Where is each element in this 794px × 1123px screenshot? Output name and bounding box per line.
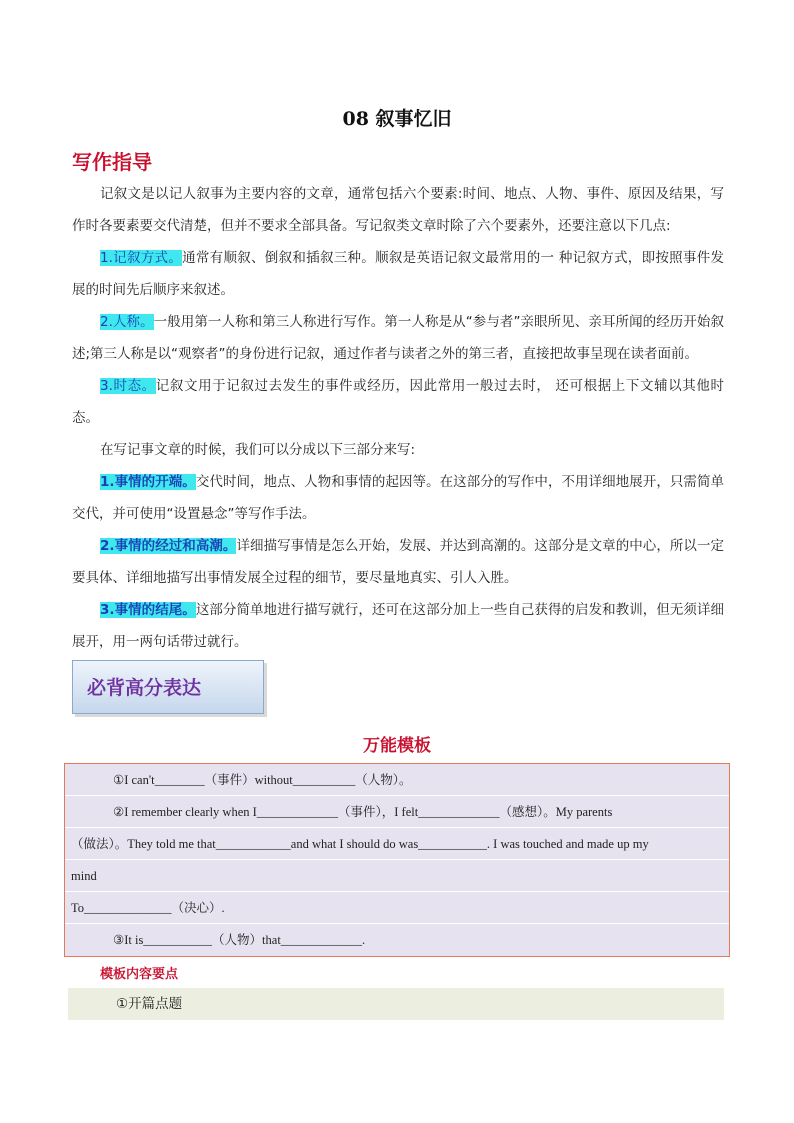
part-2-label: 2.事情的经过和高潮。 (100, 538, 237, 554)
template-line-3-text: （做法）。They told me that____________and what I should do was___________. I was touched and made up my (71, 837, 649, 851)
part-1-label: 1.事情的开端。 (100, 474, 196, 490)
template-line-2-text: ②I remember clearly when I_____________（事件），I felt_____________（感想）。My parents (113, 805, 613, 819)
point-3 (72, 370, 724, 434)
part-1-text: 交代时间，地点、人物和事情的起因等。在这部分的写作中，不用详细地展开，只需简单交代，并可使用“设置悬念”等写作手法。 (72, 474, 724, 522)
point-2-text: 一般用第一人称和第三人称进行写作。第一人称是从“参与者”亲眼所见、亲耳所闻的经历开始叙述;第三人称是以“观察者”的身份进行记叙，通过作者与读者之外的第三者，直接把故事呈现在读者面前。 (72, 314, 724, 362)
part-2-text: 详细描写事情是怎么开始，发展、并达到高潮的。这部分是文章的中心，所以一定要具体、详细地描写出事情发展全过程的细节，要尽量地真实、引人入胜。 (72, 538, 724, 586)
point-3-text: 记叙文用于记叙过去发生的事件或经历，因此常用一般过去时， 还可根据上下文辅以其他时态。 (72, 378, 724, 426)
banner-key-expressions (72, 660, 264, 714)
banner-label: 必背高分表达 (87, 677, 202, 699)
template-line-3 (65, 828, 729, 860)
part-3-label: 3.事情的结尾。 (100, 602, 196, 618)
template-line-1 (65, 764, 729, 796)
key-point-1: ①开篇点题 (116, 996, 183, 1012)
template-line-5 (65, 892, 729, 924)
parts-intro: 在写记事文章的时候，我们可以分成以下三部分来写: (100, 442, 416, 458)
part-3-text: 这部分简单地进行描写就行，还可在这部分加上一些自己获得的启发和教训，但无须详细展开，用一两句话带过就行。 (72, 602, 724, 650)
template-title: 万能模板 (363, 736, 431, 756)
point-3-label: 3.时态。 (100, 378, 156, 394)
section-heading-writing-guide: 写作指导 (72, 150, 152, 174)
template-line-2 (65, 796, 729, 828)
part-3 (72, 594, 724, 658)
point-1-text: 通常有顺叙、倒叙和插叙三种。顺叙是英语记叙文最常用的一 种记叙方式，即按照事件发展的时间先后顺序来叙述。 (72, 250, 724, 298)
key-point-row (68, 988, 724, 1020)
template-box (64, 763, 730, 957)
template-line-4 (65, 860, 729, 892)
template-line-5-text: To______________（决心）. (71, 901, 225, 915)
template-line-6-text: ③It is___________（人物）that_____________. (113, 933, 366, 947)
point-2-label: 2.人称。 (100, 314, 154, 330)
part-1 (72, 466, 724, 530)
point-1 (72, 242, 724, 306)
point-2 (72, 306, 724, 370)
point-1-label: 1.记叙方式。 (100, 250, 183, 266)
template-line-6 (65, 924, 729, 956)
template-line-4-text: mind (71, 869, 97, 883)
part-2 (72, 530, 724, 594)
template-line-1-text: ①I can't________（事件）without__________（人物）。 (113, 773, 412, 787)
key-points-heading: 模板内容要点 (100, 967, 179, 982)
page-title: 08 叙事忆旧 (342, 108, 452, 130)
intro-paragraph: 记叙文是以记人叙事为主要内容的文章，通常包括六个要素:时间、地点、人物、事件、原因及结果，写作时各要素要交代清楚，但并不要求全部具备。写记叙类文章时除了六个要素外，还要注意以下几点: (72, 186, 724, 234)
